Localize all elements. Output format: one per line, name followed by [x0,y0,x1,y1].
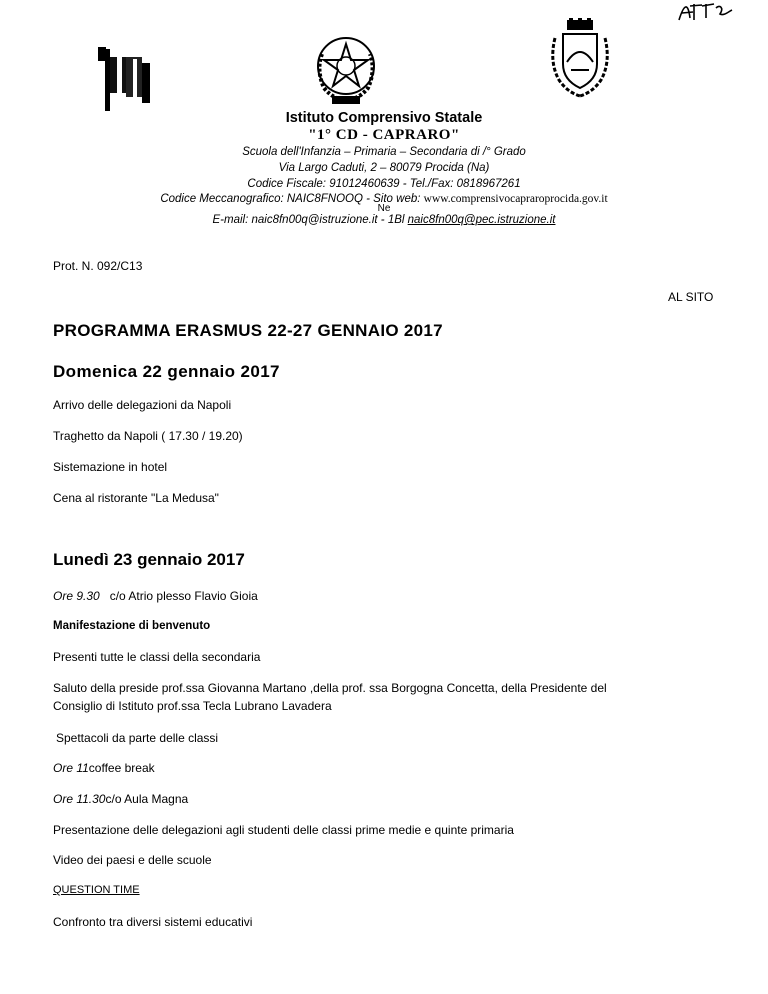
handwritten-signature [676,0,756,24]
coffee-break-text: coffee break [88,761,155,775]
greeting-line-1: Saluto della preside prof.ssa Giovanna Martano ,della prof. ssa Borgogna Concetta, della Presidente del [53,681,607,695]
institute-name: Istituto Comprensivo Statale [285,110,483,126]
question-time-heading: QUESTION TIME [53,884,140,896]
shows-item: Spettacoli da parte delle classi [56,731,219,745]
school-name: "1° CD - CAPRARO" [308,127,460,143]
recipient: AL SITO [668,290,714,304]
day2-morning-slot [53,589,258,603]
header-email-line [0,214,768,226]
time-label: Ore 11 [53,761,89,775]
comparison-item: Confronto tra diversi sistemi educativi [53,915,253,929]
mechanographic-code-text: Codice Meccanografico: NAIC8FNOOQ - Sito web: [160,193,424,205]
italian-republic-emblem [312,30,380,108]
header-stamp-text: Ne [377,203,391,214]
header-address: Via Largo Caduti, 2 – 80079 Procida (Na) [278,162,490,174]
day2-heading: Lunedì 23 gennaio 2017 [53,550,245,569]
coffee-break-slot [53,761,155,775]
page-title: PROGRAMMA ERASMUS 22-27 GENNAIO 2017 [53,321,443,340]
day1-heading: Domenica 22 gennaio 2017 [53,362,280,381]
welcome-event: Manifestazione di benvenuto [53,620,211,632]
attendance-note: Presenti tutte le classi della secondaria [53,650,261,664]
municipal-crest [549,18,611,98]
location-text: c/o Aula Magna [105,792,189,806]
header-fiscal-code: Codice Fiscale: 91012460639 - Tel./Fax: 0818967261 [247,178,521,190]
day1-item: Sistemazione in hotel [53,460,168,474]
eu-flag-logo [93,45,153,111]
header-school-levels: Scuola dell'Infanzia – Primaria – Secondaria di /° Grado [242,146,526,158]
video-item: Video dei paesi e delle scuole [53,853,212,867]
greeting-line-2: Consiglio di Istituto prof.ssa Tecla Lubrano Lavadera [53,699,332,713]
email-text: E-mail: naic8fn00q@istruzione.it - 1Bl [212,214,408,226]
website-link[interactable]: www.comprensivocapraroprocida.gov.it [423,193,608,205]
presentation-item: Presentazione delle delegazioni agli studenti delle classi prime medie e quinte primaria [53,823,514,837]
location-text: c/o Atrio plesso Flavio Gioia [109,589,258,603]
aula-magna-slot [53,792,188,806]
pec-email-link[interactable]: naic8fn00q@pec.istruzione.it [407,214,556,226]
time-label: Ore 9.30 [53,589,100,603]
day1-item: Cena al ristorante "La Medusa" [53,491,219,505]
day1-item: Arrivo delle delegazioni da Napoli [53,398,232,412]
time-label: Ore 11.30 [53,792,106,806]
protocol-number: Prot. N. 092/C13 [53,259,143,273]
day1-item: Traghetto da Napoli ( 17.30 / 19.20) [53,429,243,443]
